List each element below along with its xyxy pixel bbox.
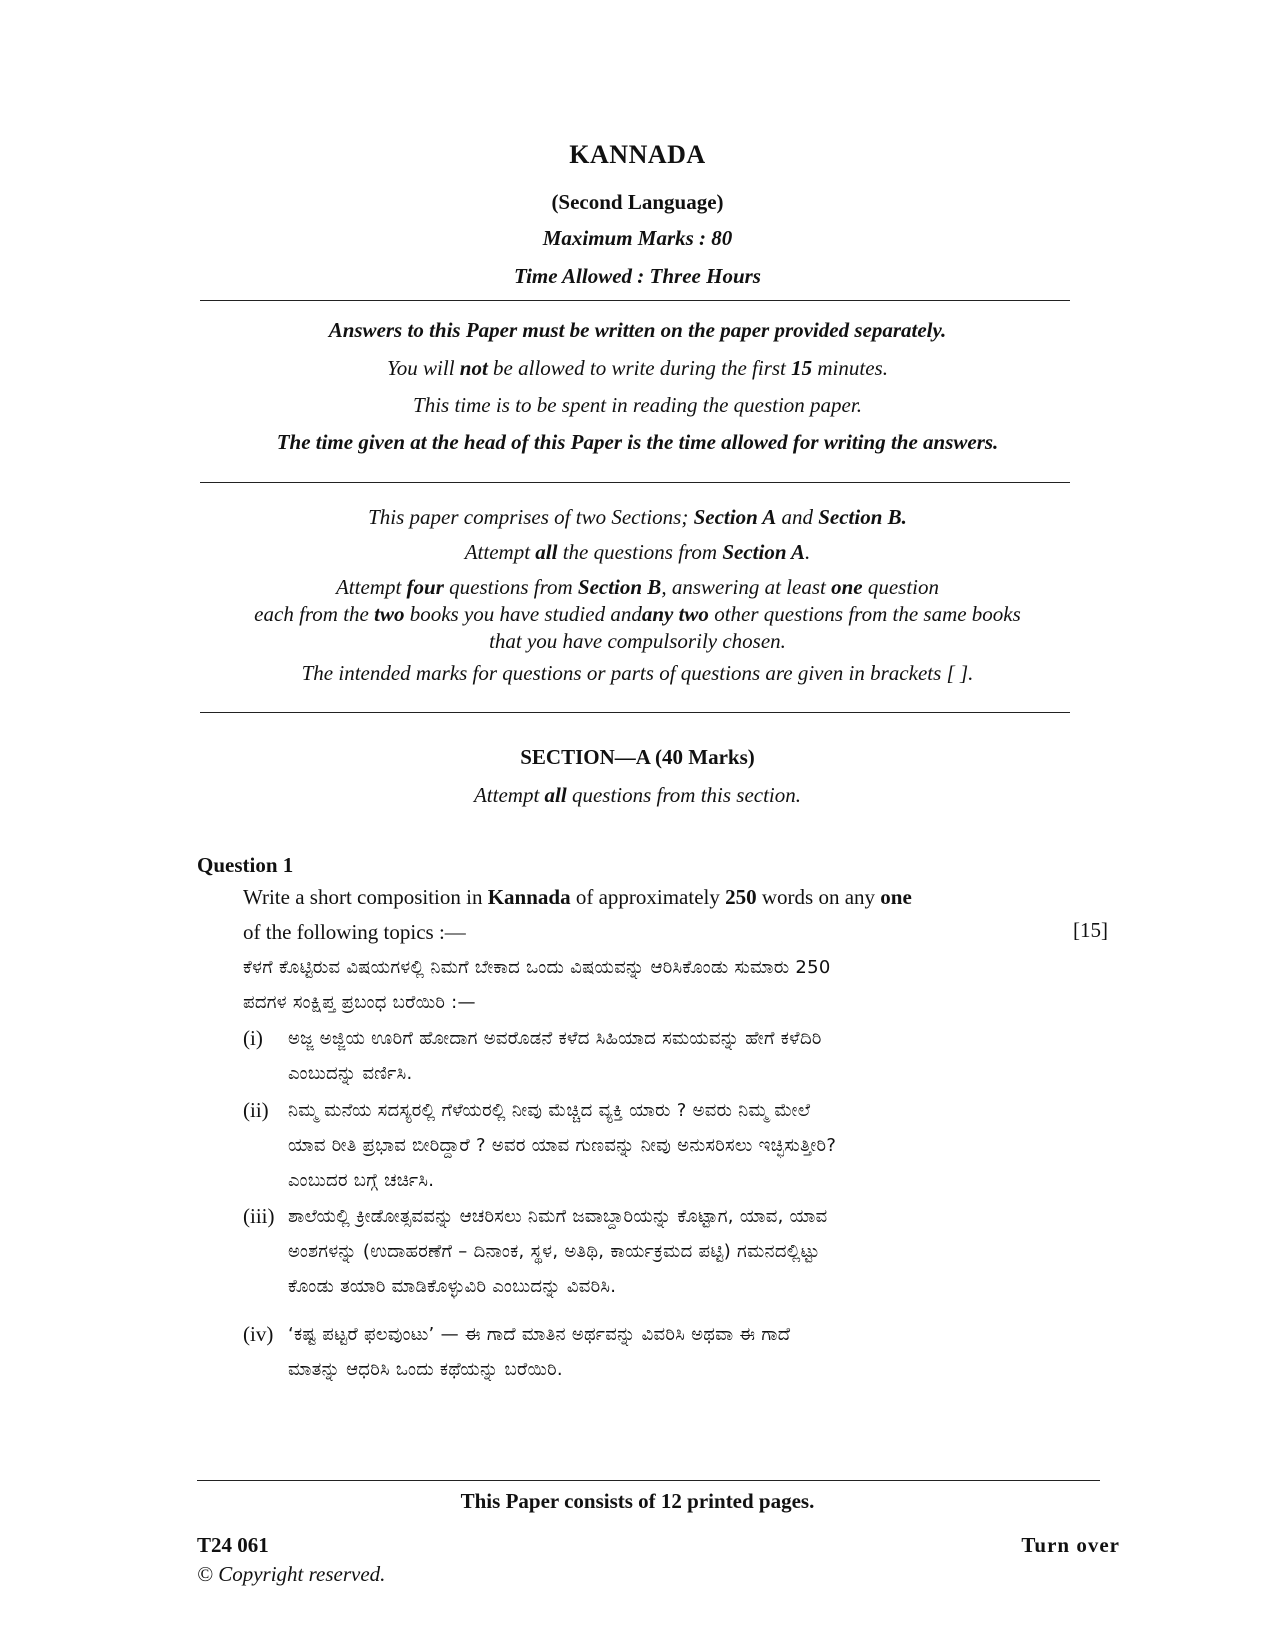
topic-number: (iv) xyxy=(243,1322,274,1346)
topic-number: (ii) xyxy=(243,1098,269,1122)
instruction-reading-purpose: This time is to be spent in reading the question paper. xyxy=(413,393,862,417)
instruction-writing-time: The time given at the head of this Paper is the time allowed for writing the answers. xyxy=(276,430,999,454)
instruction-sections: This paper comprises of two Sections; Section A and Section B. xyxy=(368,505,907,529)
instruction-section-b: Attempt four questions from Section B, answering at least one question xyxy=(335,575,940,599)
instruction-section-b-books: each from the two books you have studied andany two other questions from the same books xyxy=(254,602,1021,626)
page-count-note: This Paper consists of 12 printed pages. xyxy=(460,1489,815,1513)
topic-number: (iii) xyxy=(243,1204,275,1228)
turn-over-label: Turn over xyxy=(1021,1533,1120,1557)
instruction-answers: Answers to this Paper must be written on the paper provided separately. xyxy=(328,318,947,342)
topic-text: ಶಾಲೆಯಲ್ಲಿ ಕ್ರೀಡೋತ್ಸವವನ್ನು ಆಚರಿಸಲು ನಿಮಗೆ ಜವಾಬ್ದಾರಿಯನ್ನು ಕೊಟ್ಟಾಗ, ಯಾವ, ಯಾವ ಅಂಶಗಳನ್ನು (ಉದಾಹರಣೆಗೆ – ದಿನಾಂಕ, ಸ್ಥಳ, ಅತಿಥಿ, ಕಾರ್ಯಕ್ರಮದ ಪಟ್ಟಿ) ಗಮನದಲ್ಲಿಟ್ಟು ಕೊಂಡು ತಯಾರಿ ಮಾಡಿಕೊಳ್ಳುವಿರಿ ಎಂಬುದನ್ನು ವಿವರಿಸಿ. xyxy=(288,1206,828,1297)
instruction-chosen-books: that you have compulsorily chosen. xyxy=(489,629,786,653)
instruction-reading-time: You will not be allowed to write during the first 15 minutes. xyxy=(387,356,888,380)
section-a-instruction: Attempt all questions from this section. xyxy=(473,783,802,807)
paper-code: T24 061 xyxy=(197,1533,269,1557)
topic-text: ನಿಮ್ಮ ಮನೆಯ ಸದಸ್ಯರಲ್ಲಿ ಗೆಳೆಯರಲ್ಲಿ ನೀವು ಮೆಚ್ಚಿದ ವ್ಯಕ್ತಿ ಯಾರು ? ಅವರು ನಿಮ್ಮ ಮೇಲೆ ಯಾವ ರೀತಿ ಪ್ರಭಾವ ಬೀರಿದ್ದಾರೆ ? ಅವರ ಯಾವ ಗುಣವನ್ನು ನೀವು ಅನುಸರಿಸಲು ಇಚ್ಛಿಸುತ್ತೀರಿ? ಎಂಬುದರ ಬಗ್ಗೆ ಚರ್ಚಿಸಿ. xyxy=(288,1100,837,1191)
subtitle: (Second Language) xyxy=(551,190,724,214)
topic-text: ಅಜ್ಜ ಅಜ್ಜಿಯ ಊರಿಗೆ ಹೋದಾಗ ಅವರೊಡನೆ ಕಳೆದ ಸಿಹಿಯಾದ ಸಮಯವನ್ನು ಹೇಗೆ ಕಳೆದಿರಿ ಎಂಬುದನ್ನು ವರ್ಣಿಸಿ. xyxy=(288,1028,822,1084)
divider xyxy=(200,482,1070,483)
time-allowed: Time Allowed : Three Hours xyxy=(514,264,761,288)
copyright-notice: © Copyright reserved. xyxy=(197,1562,386,1586)
maximum-marks: Maximum Marks : 80 xyxy=(542,226,733,250)
page-title: KANNADA xyxy=(569,140,706,169)
question-1-label: Question 1 xyxy=(197,853,294,877)
instruction-section-a: Attempt all the questions from Section A. xyxy=(464,540,811,564)
question-1-marks: [15] xyxy=(1073,918,1108,942)
topic-number: (i) xyxy=(243,1026,263,1050)
instruction-marks: The intended marks for questions or parts of questions are given in brackets [ ]. xyxy=(301,661,974,685)
section-a-heading: SECTION—A (40 Marks) xyxy=(520,745,755,769)
topic-text: ‘ಕಷ್ಟ ಪಟ್ಟರೆ ಫಲವುಂಟು’ — ಈ ಗಾದೆ ಮಾತಿನ ಅರ್ಥವನ್ನು ವಿವರಿಸಿ ಅಥವಾ ಈ ಗಾದೆ ಮಾತನ್ನು ಆಧರಿಸಿ ಒಂದು ಕಥೆಯನ್ನು ಬರೆಯಿರಿ. xyxy=(288,1324,791,1380)
question-1-text-kannada: ಕೆಳಗೆ ಕೊಟ್ಟಿರುವ ವಿಷಯಗಳಲ್ಲಿ ನಿಮಗೆ ಬೇಕಾದ ಒಂದು ವಿಷಯವನ್ನು ಆರಿಸಿಕೊಂಡು ಸುಮಾರು 250 ಪದಗಳ ಸಂಕ್ಷಿಪ್ತ ಪ್ರಬಂಧ ಬರೆಯಿರಿ :— xyxy=(243,957,831,1013)
divider xyxy=(200,300,1070,301)
question-1-text-english: Write a short composition in Kannada of approximately 250 words on any one of the following topics :— xyxy=(243,885,912,944)
footer-divider xyxy=(197,1480,1100,1481)
divider xyxy=(200,712,1070,713)
